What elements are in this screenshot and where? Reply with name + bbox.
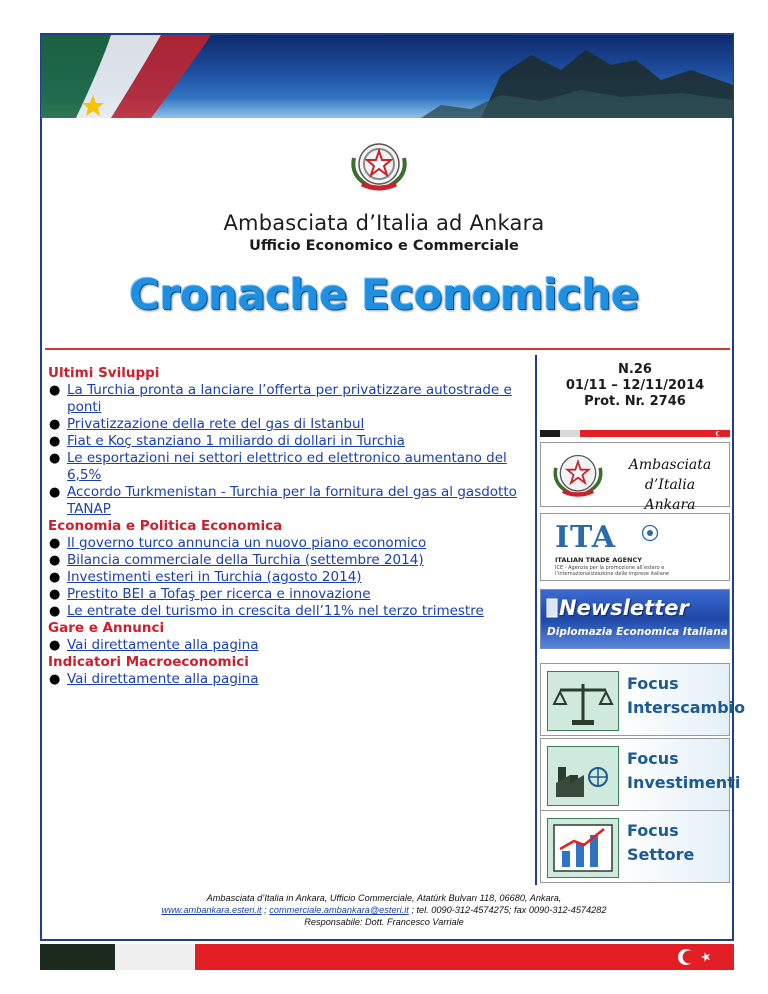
list-item [48,552,528,569]
news-list-gare [48,637,528,654]
bullet-icon: ● [49,451,61,466]
bullet-icon: ● [49,536,61,551]
section-title-gare: Gare e Annunci [48,620,165,636]
news-list-economia [48,535,528,620]
list-item [48,569,528,586]
news-link[interactable]: La Turchia pronta a lanciare l’offerta per privatizzare autostrade e ponti [67,382,512,415]
news-index [48,365,528,688]
newsletter-title: Newsletter [559,596,689,620]
section-title-economia: Economia e Politica Economica [48,518,283,534]
go-to-page-link[interactable]: Vai direttamente alla pagina [67,637,259,653]
italian-republic-emblem-icon [344,136,414,196]
bullet-icon: ● [49,638,61,653]
focus-label: Focus [627,749,679,768]
website-link[interactable]: www.ambankara.esteri.it [161,905,262,915]
title-divider [45,348,730,350]
list-item [48,671,528,688]
newsletter-diplomazia-link[interactable] [540,589,730,649]
list-item [48,535,528,552]
news-list-indicatori [48,671,528,688]
bullet-icon: ● [49,417,61,432]
ita-agency-name: ITALIAN TRADE AGENCY [555,556,642,564]
news-link[interactable]: Bilancia commerciale della Turchia (settembre 2014) [67,552,424,568]
bullet-icon: ● [49,553,61,568]
list-item [48,484,528,518]
news-link[interactable]: Investimenti esteri in Turchia (agosto 2014) [67,569,362,585]
flag-strip-image [540,430,730,437]
ice-circle-icon [641,524,659,542]
footer-responsible: Responsabile: Dott. Francesco Varriale [304,917,464,927]
issue-protocol: Prot. Nr. 2746 [584,394,686,409]
newsletter-title: Cronache Economiche [129,270,639,319]
embassy-link-line2: Ankara [644,497,696,513]
bullet-icon: ● [49,383,61,398]
scales-icon [547,671,619,731]
issue-number: N.26 [618,362,652,377]
header-banner-image [41,35,733,118]
bullet-icon: ● [49,604,61,619]
footer-contacts [0,905,768,917]
bottom-flag-strip-image [40,944,734,970]
newsletter-icon [546,598,558,618]
news-link[interactable]: Accordo Turkmenistan - Turchia per la fornitura del gas al gasdotto TANAP [67,484,517,517]
ita-agency-link-box[interactable] [540,513,730,581]
embassy-link-box[interactable] [540,442,730,513]
bullet-icon: ● [49,672,61,687]
focus-topic: Interscambio [627,698,746,717]
news-link[interactable]: Il governo turco annuncia un nuovo piano economico [67,535,427,551]
embassy-link-line1: Ambasciata d’Italia [628,457,712,493]
list-item [48,382,528,416]
list-item [48,586,528,603]
column-divider [535,355,537,885]
embassy-link-text [613,455,727,515]
bar-chart-icon [547,818,619,878]
newsletter-subtitle: Diplomazia Economica Italiana [547,626,728,638]
news-link[interactable]: Fiat e Koç stanziano 1 miliardo di dollari in Turchia [67,433,405,449]
bullet-icon: ● [49,485,61,500]
focus-settore-link[interactable] [540,810,730,883]
focus-label: Focus [627,821,679,840]
list-item [48,450,528,484]
issue-period: 01/11 – 12/11/2014 [565,378,705,393]
ita-agency-description: ICE - Agenzia per la promozione all’estero e l’internazionalizzazione delle imprese italiane [555,565,669,577]
ita-logo: ITA [555,520,616,555]
section-title-ultimi-sviluppi: Ultimi Sviluppi [48,365,160,381]
bullet-icon: ● [49,587,61,602]
coastline-image [421,35,733,118]
focus-topic: Settore [627,845,695,864]
focus-investimenti-link[interactable] [540,738,741,811]
office-subtitle: Ufficio Economico e Commerciale [249,238,519,254]
list-item [48,637,528,654]
bullet-icon: ● [49,434,61,449]
issue-info [540,362,730,410]
list-item [48,433,528,450]
news-link[interactable]: Le esportazioni nei settori elettrico ed elettronico aumentano del 6,5% [67,450,507,483]
footer-separator: ; [261,905,270,915]
factory-globe-icon [547,746,619,806]
focus-topic: Investimenti [627,773,741,792]
news-link[interactable]: Le entrate del turismo in crescita dell’11% nel terzo trimestre [67,603,484,619]
list-item [48,416,528,433]
embassy-title: Ambasciata d’Italia ad Ankara [223,211,545,235]
italian-flag-image [41,35,231,118]
focus-interscambio-link[interactable] [540,663,746,736]
news-list-ultimi-sviluppi [48,382,528,518]
news-link[interactable]: Privatizzazione della rete del gas di Istanbul [67,416,365,432]
bullet-icon: ● [49,570,61,585]
footer-phone-fax: ; tel. 0090-312-4574275; fax 0090-312-4574282 [408,905,607,915]
section-title-indicatori: Indicatori Macroeconomici [48,654,249,670]
list-item [48,603,528,620]
email-link[interactable]: commerciale.ambankara@esteri.it [269,905,409,915]
footer-address: Ambasciata d’Italia in Ankara, Ufficio Commerciale, Atatürk Bulvarı 118, 06680, Ankara, [206,893,562,903]
focus-label: Focus [627,674,679,693]
go-to-page-link[interactable]: Vai direttamente alla pagina [67,671,259,687]
italian-republic-emblem-icon [547,447,609,503]
news-link[interactable]: Prestito BEI a Tofaş per ricerca e innovazione [67,586,371,602]
